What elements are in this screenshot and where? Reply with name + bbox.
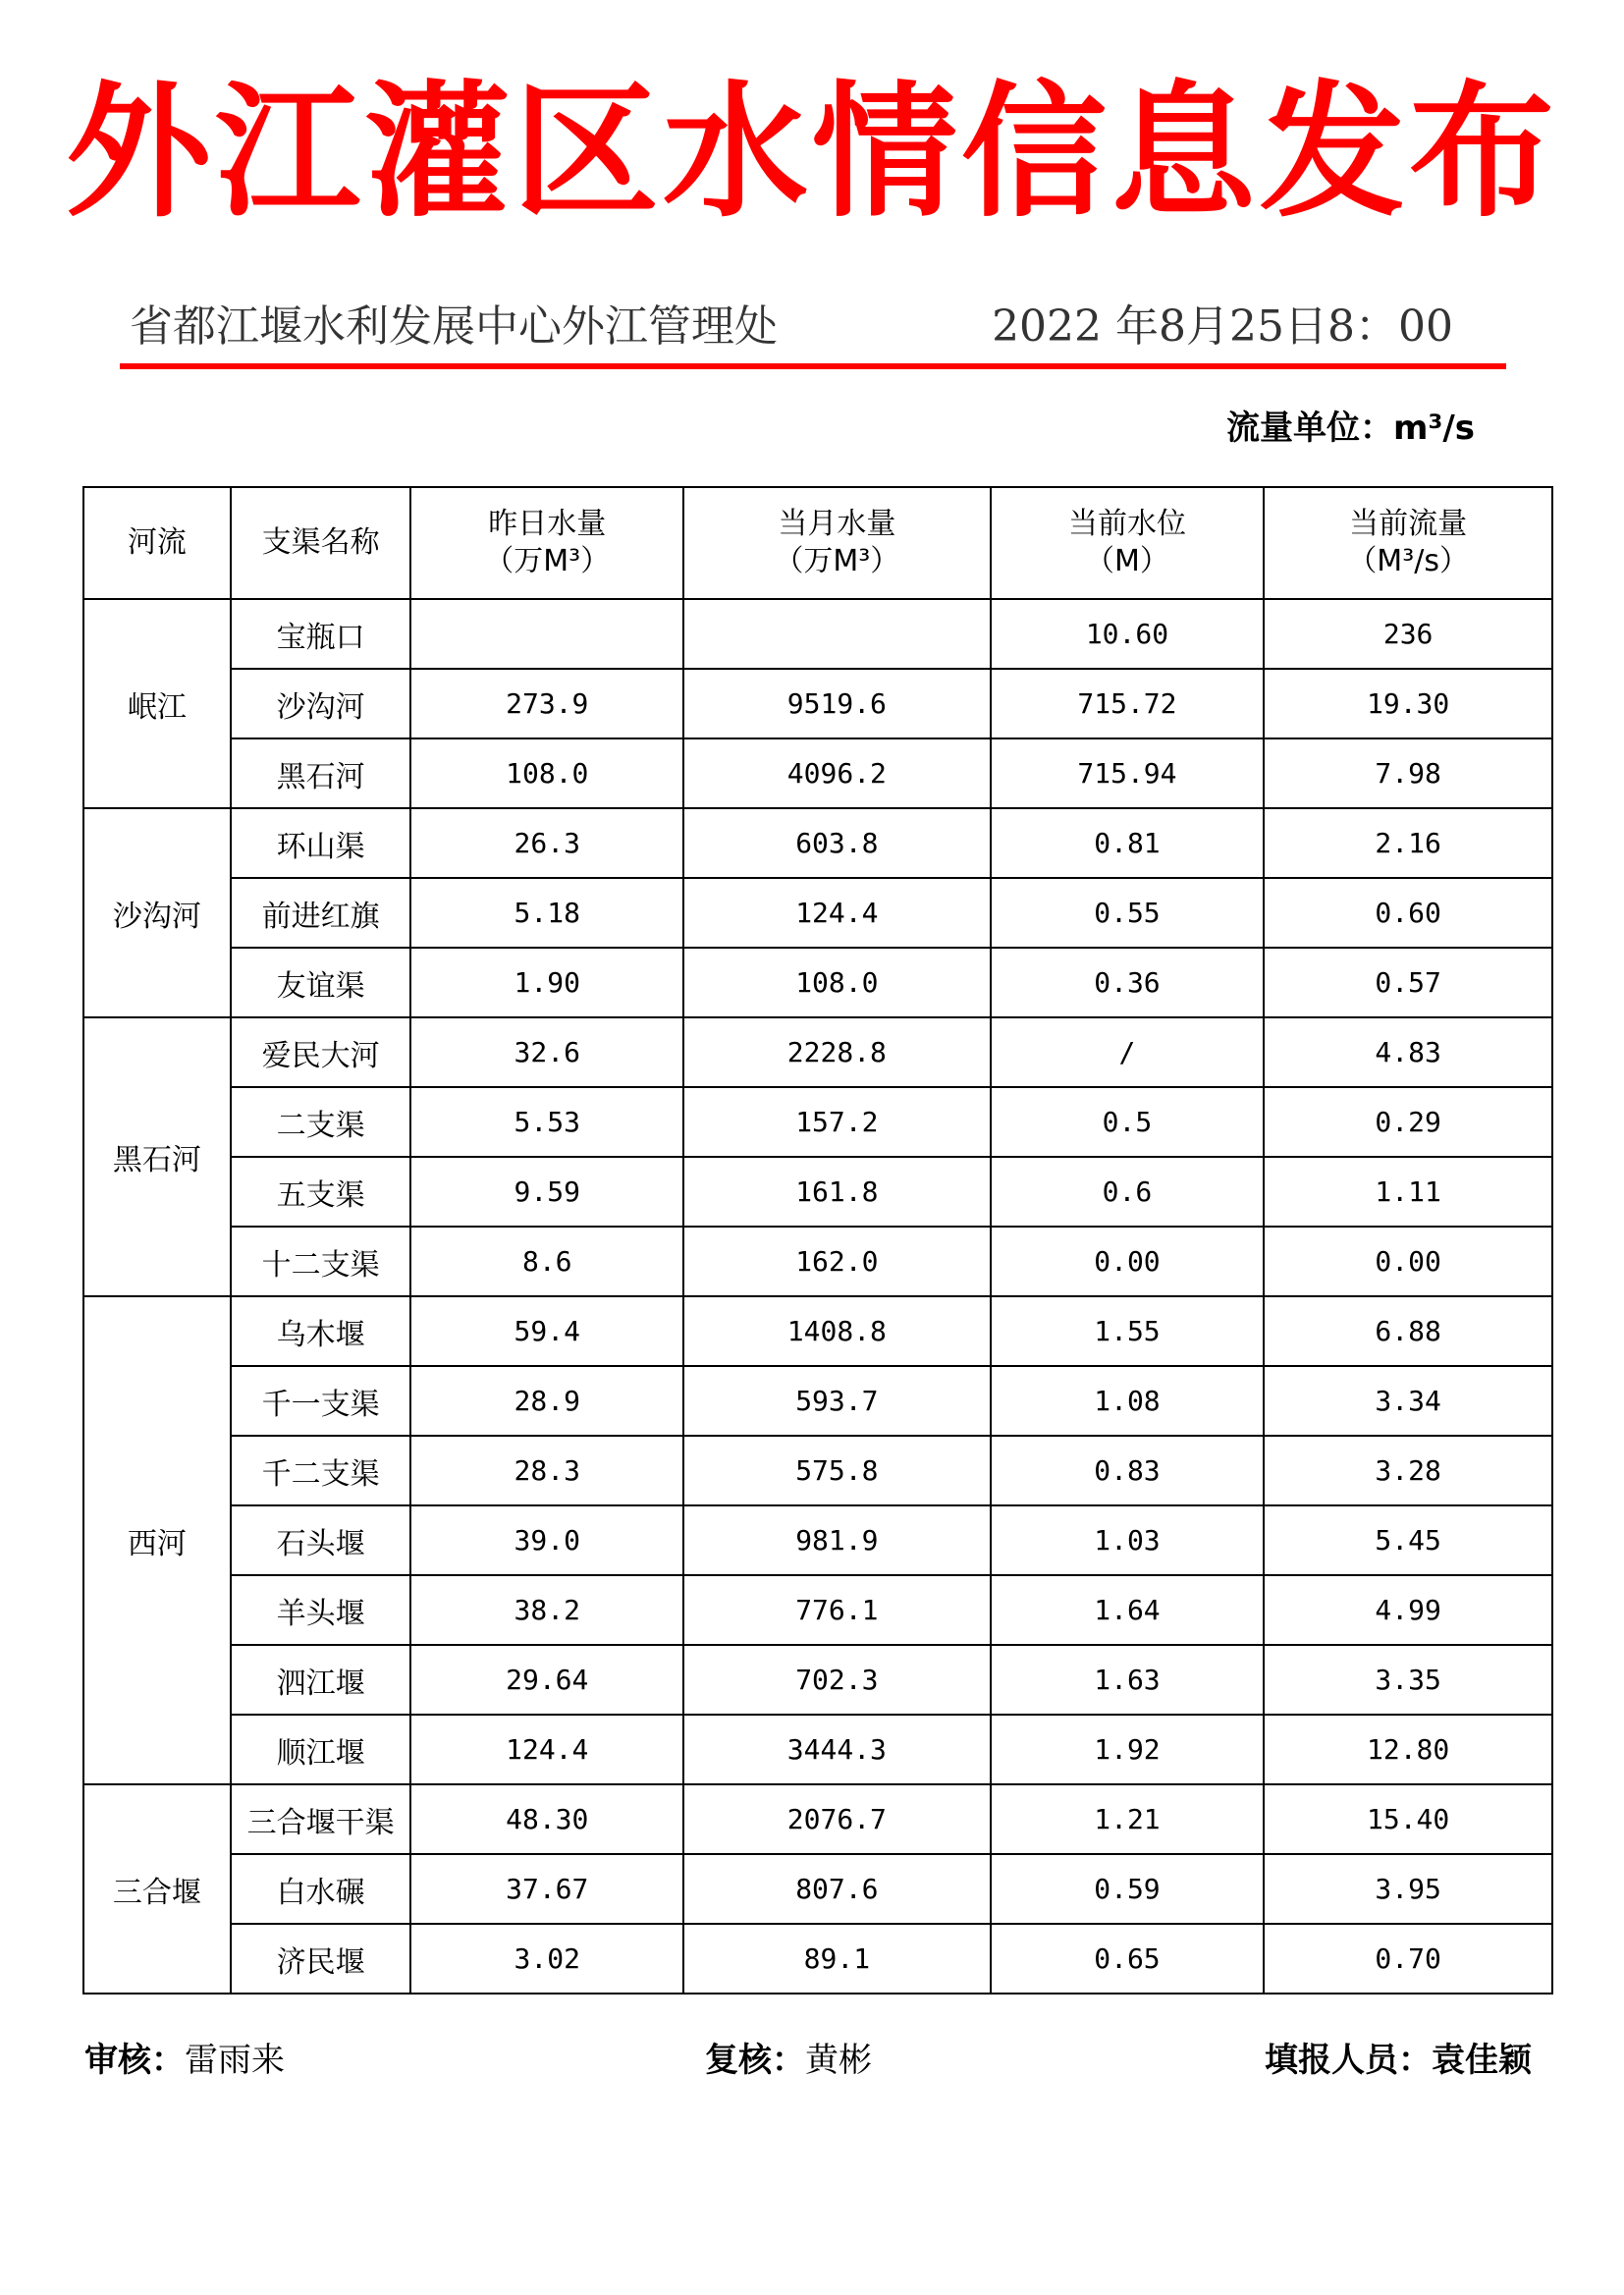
flow-cell: 19.30 <box>1264 669 1552 738</box>
flow-cell: 1.11 <box>1264 1157 1552 1227</box>
table-row <box>83 878 1552 948</box>
water-level-cell: 0.5 <box>991 1087 1265 1157</box>
branch-name-cell: 五支渠 <box>231 1157 411 1227</box>
river-cell: 三合堰 <box>83 1784 231 1994</box>
table-row <box>83 1575 1552 1645</box>
branch-name-cell: 十二支渠 <box>231 1227 411 1296</box>
flow-cell: 0.70 <box>1264 1924 1552 1994</box>
flow-cell: 15.40 <box>1264 1784 1552 1854</box>
table-row <box>83 1227 1552 1296</box>
flow-cell: 12.80 <box>1264 1715 1552 1784</box>
month-volume-cell: 162.0 <box>683 1227 991 1296</box>
month-volume-cell: 575.8 <box>683 1436 991 1505</box>
table-row <box>83 1017 1552 1087</box>
table-row <box>83 599 1552 669</box>
table-row <box>83 1296 1552 1366</box>
month-volume-cell: 3444.3 <box>683 1715 991 1784</box>
table-row <box>83 669 1552 738</box>
yesterday-volume-cell <box>410 599 683 669</box>
yesterday-volume-cell: 28.9 <box>410 1366 683 1436</box>
water-level-cell: 715.72 <box>991 669 1265 738</box>
header-divider <box>120 363 1506 369</box>
water-level-cell: 0.83 <box>991 1436 1265 1505</box>
yesterday-volume-cell: 32.6 <box>410 1017 683 1087</box>
month-volume-cell: 981.9 <box>683 1505 991 1575</box>
branch-name-cell: 爱民大河 <box>231 1017 411 1087</box>
yesterday-volume-cell: 5.53 <box>410 1087 683 1157</box>
table-header-row <box>83 487 1552 599</box>
yesterday-volume-cell: 48.30 <box>410 1784 683 1854</box>
branch-name-cell: 济民堰 <box>231 1924 411 1994</box>
flow-cell: 0.57 <box>1264 948 1552 1017</box>
yesterday-volume-cell: 8.6 <box>410 1227 683 1296</box>
water-level-cell: / <box>991 1017 1265 1087</box>
table-row <box>83 1087 1552 1157</box>
month-volume-cell: 2076.7 <box>683 1784 991 1854</box>
branch-name-cell: 环山渠 <box>231 808 411 878</box>
branch-name-cell: 顺江堰 <box>231 1715 411 1784</box>
water-level-cell: 0.00 <box>991 1227 1265 1296</box>
water-level-cell: 1.64 <box>991 1575 1265 1645</box>
yesterday-volume-cell: 124.4 <box>410 1715 683 1784</box>
branch-name-cell: 沙沟河 <box>231 669 411 738</box>
organization-name: 省都江堰水利发展中心外江管理处 <box>130 301 778 352</box>
table-row <box>83 738 1552 808</box>
flow-cell: 3.28 <box>1264 1436 1552 1505</box>
month-volume-cell: 702.3 <box>683 1645 991 1715</box>
branch-name-cell: 羊头堰 <box>231 1575 411 1645</box>
month-volume-cell: 161.8 <box>683 1157 991 1227</box>
flow-cell: 3.95 <box>1264 1854 1552 1924</box>
yesterday-volume-cell: 39.0 <box>410 1505 683 1575</box>
branch-name-cell: 二支渠 <box>231 1087 411 1157</box>
yesterday-volume-cell: 9.59 <box>410 1157 683 1227</box>
month-volume-cell: 157.2 <box>683 1087 991 1157</box>
header-month: 当月水量 （万M³） <box>683 487 991 599</box>
month-volume-cell: 2228.8 <box>683 1017 991 1087</box>
yesterday-volume-cell: 273.9 <box>410 669 683 738</box>
water-level-cell: 0.59 <box>991 1854 1265 1924</box>
report-date: 2022 年8月25日8：00 <box>992 301 1453 352</box>
header-branch: 支渠名称 <box>231 487 411 599</box>
month-volume-cell: 807.6 <box>683 1854 991 1924</box>
table-body <box>83 599 1552 1994</box>
month-volume-cell: 776.1 <box>683 1575 991 1645</box>
table-row <box>83 1366 1552 1436</box>
month-volume-cell: 4096.2 <box>683 738 991 808</box>
header-yesterday-unit: （万M³） <box>484 544 611 578</box>
table-row <box>83 1715 1552 1784</box>
branch-name-cell: 千一支渠 <box>231 1366 411 1436</box>
branch-name-cell: 石头堰 <box>231 1505 411 1575</box>
month-volume-cell <box>683 599 991 669</box>
branch-name-cell: 黑石河 <box>231 738 411 808</box>
water-level-cell: 1.92 <box>991 1715 1265 1784</box>
flow-cell: 236 <box>1264 599 1552 669</box>
flow-cell: 3.35 <box>1264 1645 1552 1715</box>
month-volume-cell: 593.7 <box>683 1366 991 1436</box>
water-level-cell: 0.55 <box>991 878 1265 948</box>
page-title: 外江灌区水情信息发布 <box>66 68 1558 237</box>
month-volume-cell: 603.8 <box>683 808 991 878</box>
river-cell: 沙沟河 <box>83 808 231 1017</box>
table-row <box>83 1436 1552 1505</box>
yesterday-volume-cell: 1.90 <box>410 948 683 1017</box>
table-row <box>83 1784 1552 1854</box>
water-level-cell: 0.36 <box>991 948 1265 1017</box>
yesterday-volume-cell: 37.67 <box>410 1854 683 1924</box>
flow-cell: 4.99 <box>1264 1575 1552 1645</box>
branch-name-cell: 宝瓶口 <box>231 599 411 669</box>
river-cell: 岷江 <box>83 599 231 808</box>
month-volume-cell: 124.4 <box>683 878 991 948</box>
branch-name-cell: 三合堰干渠 <box>231 1784 411 1854</box>
water-level-cell: 1.63 <box>991 1645 1265 1715</box>
flow-cell: 0.60 <box>1264 878 1552 948</box>
flow-cell: 0.29 <box>1264 1087 1552 1157</box>
flow-unit-label: 流量单位：m³/s <box>1226 409 1475 448</box>
flow-cell: 3.34 <box>1264 1366 1552 1436</box>
water-data-table <box>82 486 1553 1994</box>
rechecker: 复核：黄彬 <box>705 2041 872 2080</box>
header-level-unit: （M） <box>1085 544 1169 578</box>
branch-name-cell: 友谊渠 <box>231 948 411 1017</box>
header-level: 当前水位 （M） <box>991 487 1265 599</box>
flow-cell: 4.83 <box>1264 1017 1552 1087</box>
month-volume-cell: 1408.8 <box>683 1296 991 1366</box>
flow-cell: 7.98 <box>1264 738 1552 808</box>
yesterday-volume-cell: 5.18 <box>410 878 683 948</box>
water-level-cell: 0.65 <box>991 1924 1265 1994</box>
month-volume-cell: 89.1 <box>683 1924 991 1994</box>
month-volume-cell: 108.0 <box>683 948 991 1017</box>
river-cell: 黑石河 <box>83 1017 231 1296</box>
header-yesterday: 昨日水量 （万M³） <box>410 487 683 599</box>
water-level-cell: 0.81 <box>991 808 1265 878</box>
table-row <box>83 1505 1552 1575</box>
river-cell: 西河 <box>83 1296 231 1784</box>
reporter: 填报人员：袁佳颖 <box>1265 2041 1532 2080</box>
yesterday-volume-cell: 28.3 <box>410 1436 683 1505</box>
flow-cell: 5.45 <box>1264 1505 1552 1575</box>
flow-cell: 2.16 <box>1264 808 1552 878</box>
table-row <box>83 1645 1552 1715</box>
branch-name-cell: 白水碾 <box>231 1854 411 1924</box>
yesterday-volume-cell: 108.0 <box>410 738 683 808</box>
header-month-unit: （万M³） <box>774 544 900 578</box>
yesterday-volume-cell: 38.2 <box>410 1575 683 1645</box>
flow-cell: 6.88 <box>1264 1296 1552 1366</box>
water-level-cell: 10.60 <box>991 599 1265 669</box>
table-row <box>83 808 1552 878</box>
yesterday-volume-cell: 3.02 <box>410 1924 683 1994</box>
water-level-cell: 1.55 <box>991 1296 1265 1366</box>
month-volume-cell: 9519.6 <box>683 669 991 738</box>
yesterday-volume-cell: 29.64 <box>410 1645 683 1715</box>
water-level-cell: 0.6 <box>991 1157 1265 1227</box>
flow-cell: 0.00 <box>1264 1227 1552 1296</box>
table-row <box>83 948 1552 1017</box>
branch-name-cell: 前进红旗 <box>231 878 411 948</box>
water-level-cell: 1.08 <box>991 1366 1265 1436</box>
branch-name-cell: 泗江堰 <box>231 1645 411 1715</box>
header-flow: 当前流量 （M³/s） <box>1264 487 1552 599</box>
yesterday-volume-cell: 59.4 <box>410 1296 683 1366</box>
yesterday-volume-cell: 26.3 <box>410 808 683 878</box>
table-row <box>83 1157 1552 1227</box>
header-flow-unit: （M³/s） <box>1347 544 1469 578</box>
table-row <box>83 1924 1552 1994</box>
header-river: 河流 <box>83 487 231 599</box>
water-level-cell: 1.21 <box>991 1784 1265 1854</box>
water-level-cell: 715.94 <box>991 738 1265 808</box>
branch-name-cell: 乌木堰 <box>231 1296 411 1366</box>
table-row <box>83 1854 1552 1924</box>
branch-name-cell: 千二支渠 <box>231 1436 411 1505</box>
water-level-cell: 1.03 <box>991 1505 1265 1575</box>
reviewer: 审核：雷雨来 <box>84 2041 285 2080</box>
